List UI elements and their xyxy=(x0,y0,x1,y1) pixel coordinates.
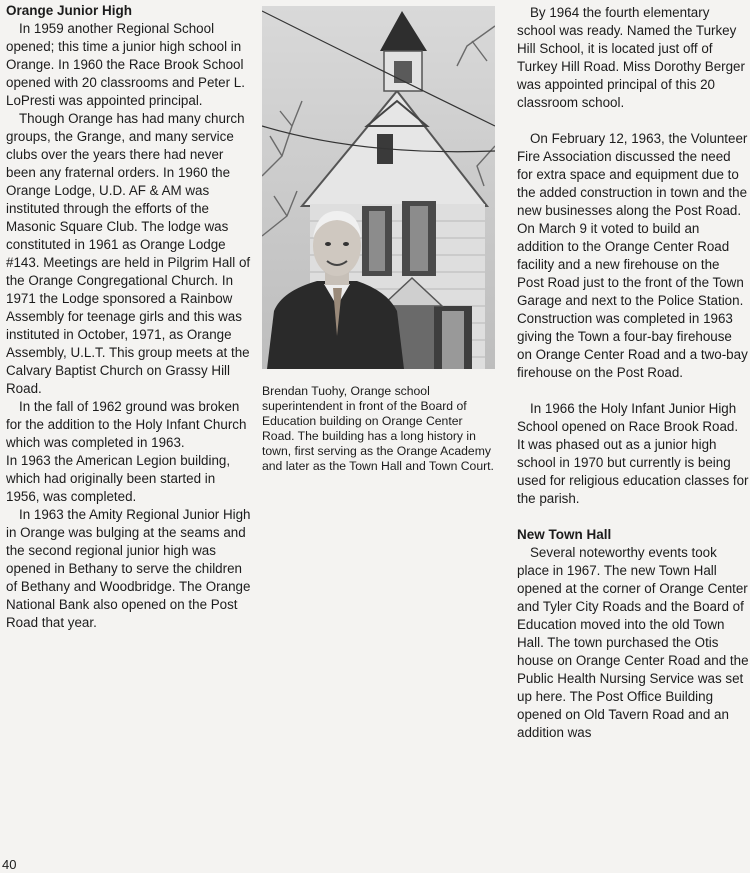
photo-caption: Brendan Tuohy, Orange school superintendent in front of the Board of Education building on Orange Center Road. The building has a long history in town, first serving as the Orange Academy and later as the Town Hall and Town Court. xyxy=(262,384,494,473)
paragraph: Though Orange has had many church groups, the Grange, and many service clubs over the years there had never been any fraternal orders. In 1960 the Orange Lodge, U.D. AF & AM was instituted through the efforts of the Masonic Square Club. The lodge was constituted in 1961 as Orange Lodge #143. Meetings are held in Pilgrim Hall of the Orange Congregational Church. In 1971 the Lodge sponsored a Rainbow Assembly for teenage girls and this was instituted in October, 1971, as Orange Assembly, U.L.T. This group meets at the Calvary Baptist Church on Grassy Hill Road. xyxy=(6,111,251,396)
right-column xyxy=(517,0,749,742)
page-number: 40 xyxy=(2,857,17,872)
paragraph: In 1959 another Regional School opened; this time a junior high school in Orange. In 1960 the Race Brook School opened with 20 classrooms and Peter L. LoPresti was appointed principal. xyxy=(6,21,245,108)
section-heading-new-town-hall: New Town Hall xyxy=(517,527,612,542)
photo-brendan-tuohy xyxy=(262,6,495,369)
section-heading-orange-junior-high: Orange Junior High xyxy=(6,3,133,18)
paragraph: By 1964 the fourth elementary school was ready. Named the Turkey Hill School, it is located just off of Turkey Hill Road. Miss Dorothy Berger was appointed principal of this 20 classroom school. xyxy=(517,5,745,110)
paragraph: On February 12, 1963, the Volunteer Fire Association discussed the need for extra space and equipment due to the added construction in town and the new businesses along the Post Road. On March 9 it voted to build an addition to the Orange Center Road facility and a new firehouse on the Post Road just to the front of the Town Garage and next to the Police Station. Construction was completed in 1963 giving the Town a four-bay firehouse on Orange Center Road and a two-bay firehouse on the Post Road. xyxy=(517,131,748,380)
photo-illustration xyxy=(262,6,495,369)
left-column xyxy=(6,0,252,632)
paragraph: In the fall of 1962 ground was broken for the addition to the Holy Infant Church which was completed in 1963. xyxy=(6,399,247,450)
paragraph: In 1963 the Amity Regional Junior High in Orange was bulging at the seams and the second regional junior high was opened in Bethany to serve the children of Bethany and Woodbridge. The Orange National Bank also opened on the Post Road that year. xyxy=(6,507,251,630)
paragraph: In 1963 the American Legion building, which had originally been started in 1956, was completed. xyxy=(6,453,231,504)
paragraph: In 1966 the Holy Infant Junior High School opened on Race Brook Road. It was phased out as a junior high school in 1970 but currently is being used for religious education classes for the parish. xyxy=(517,401,749,506)
paragraph: Several noteworthy events took place in 1967. The new Town Hall opened at the corner of Orange Center and Tyler City Roads and the Board of Education moved into the old Town Hall. The town purchased the Otis house on Orange Center Road and the Public Health Nursing Service was set up here. The Post Office Building opened on Old Tavern Road and an addition was xyxy=(517,545,749,740)
